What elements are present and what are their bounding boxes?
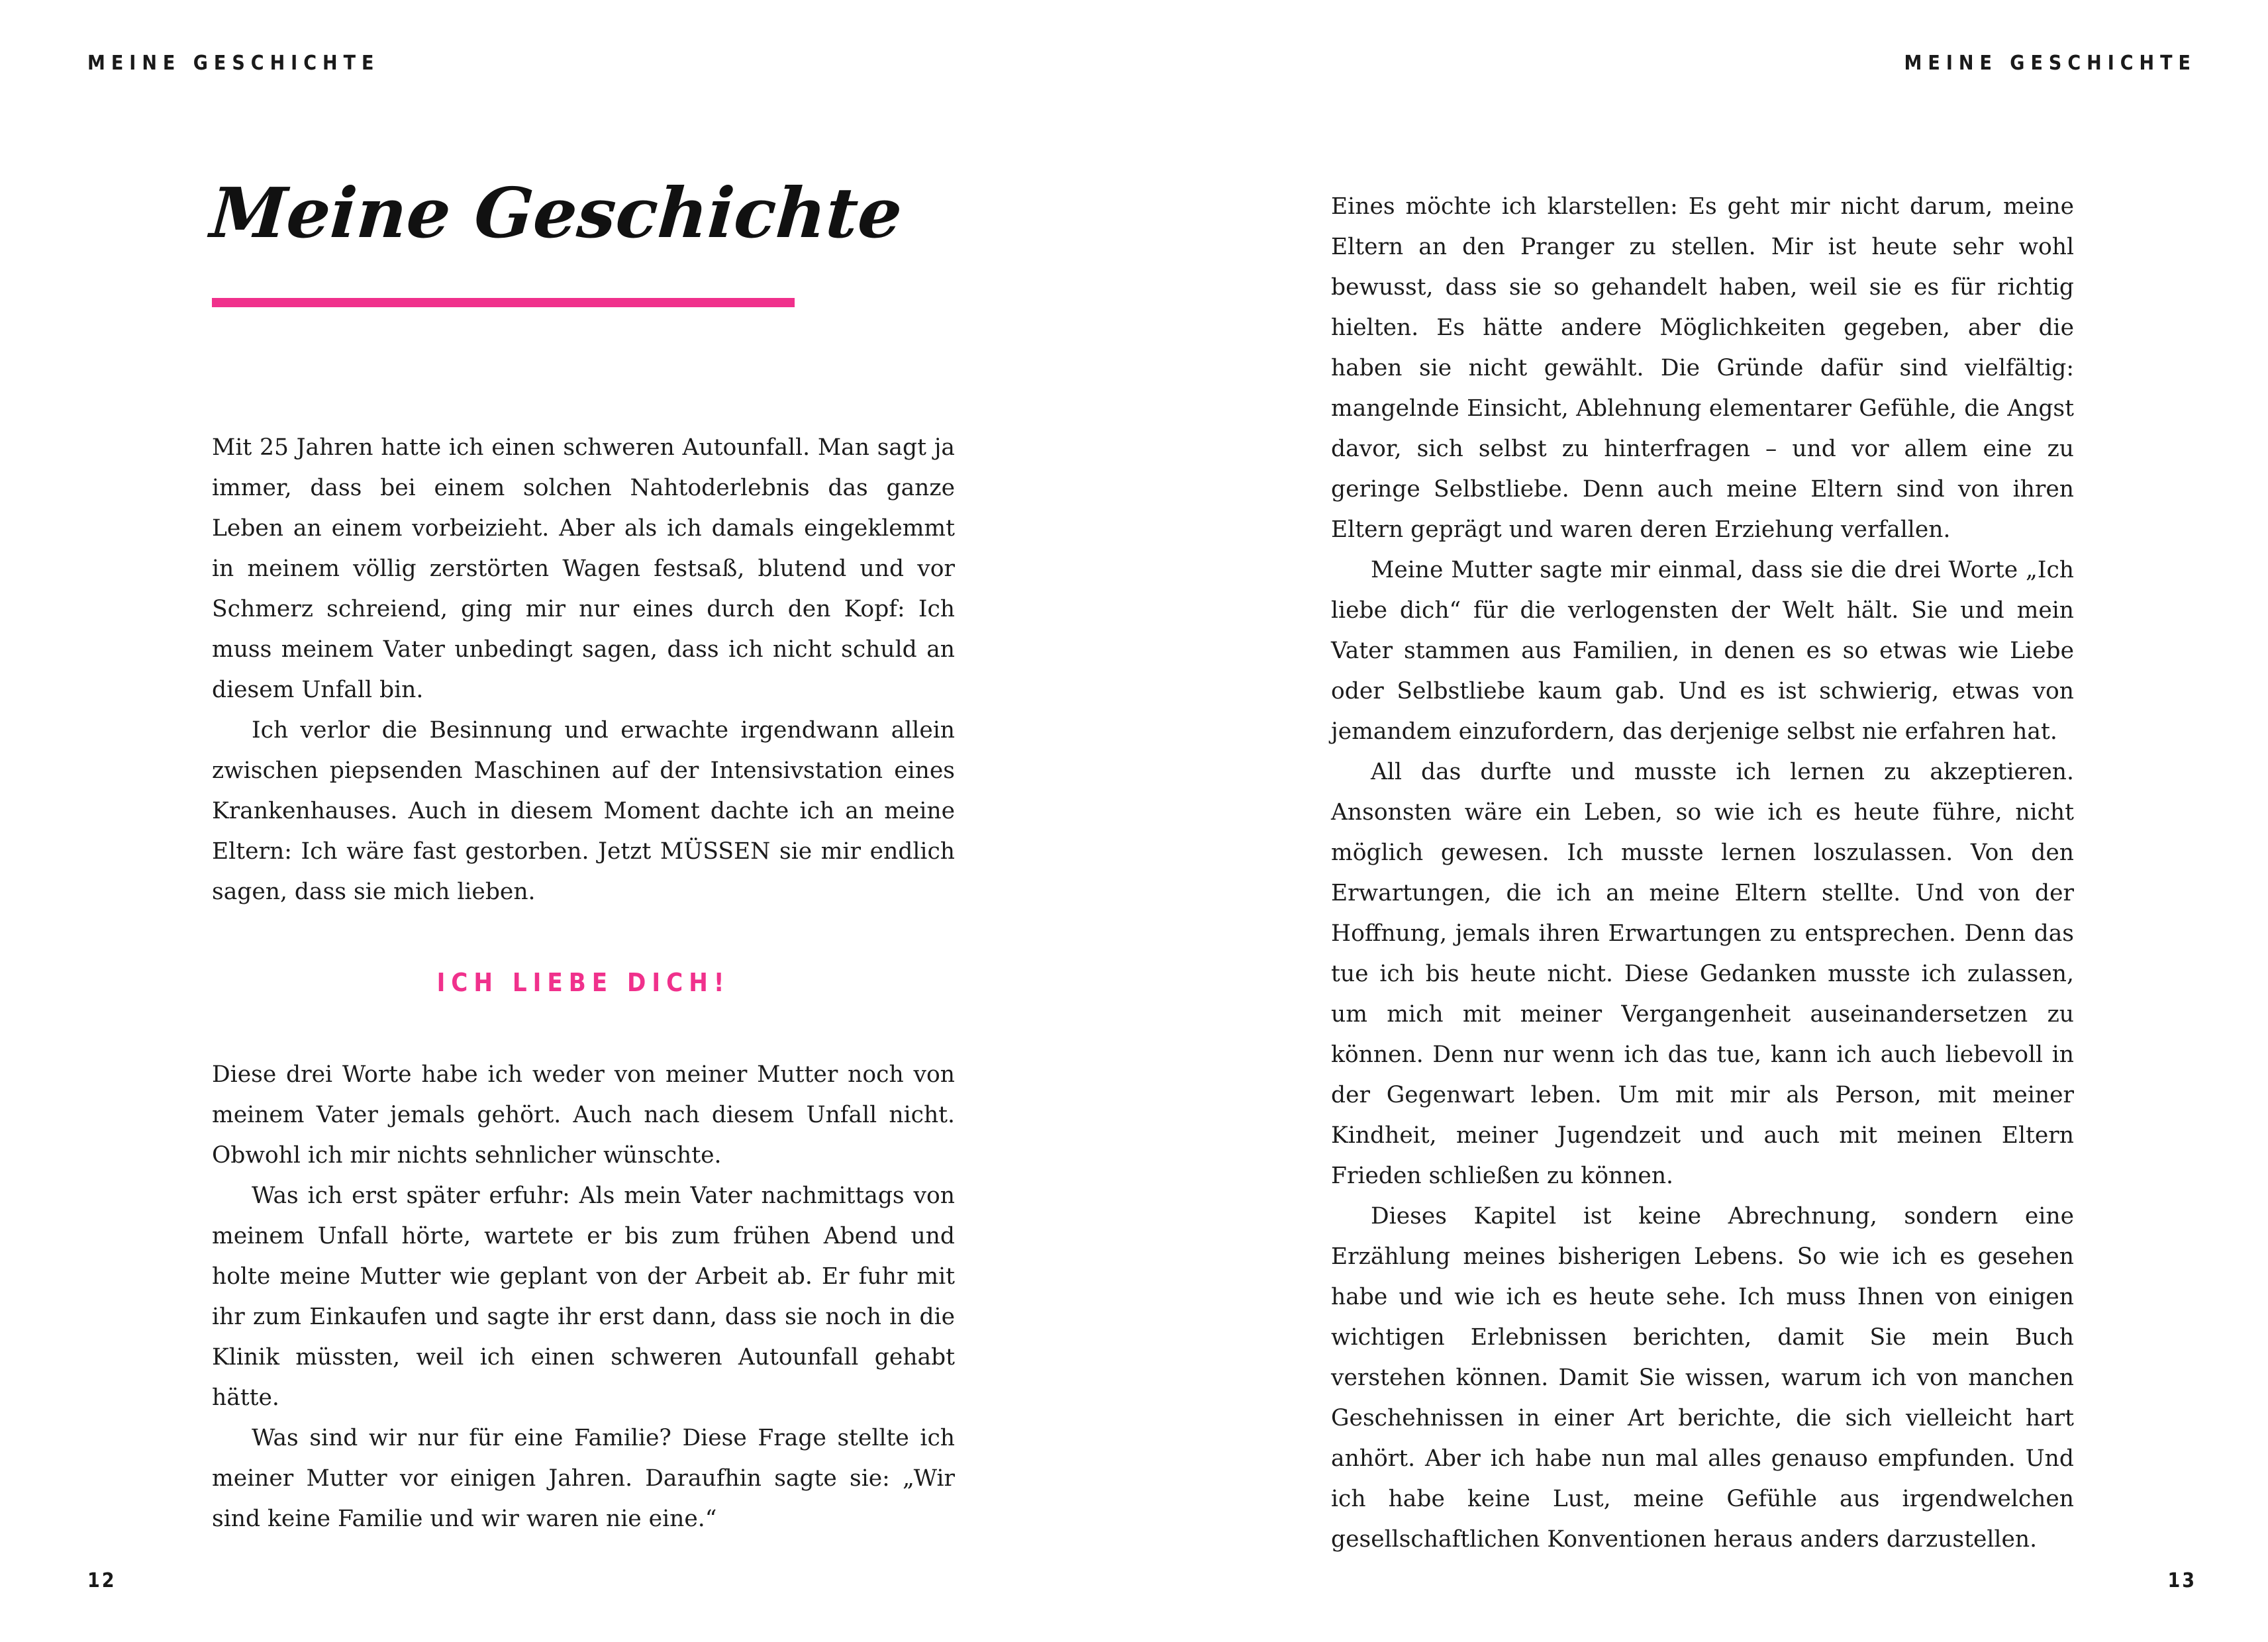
- paragraph: All das durfte und musste ich lernen zu akzeptieren. Ansonsten wäre ein Leben, so wie ich es heute führe, nicht möglich gewesen. Ich musste lernen loszulassen. Von den Erwartungen, die ich an meine Eltern stellte. Und von der Hoffnung, jemals ihren Erwartungen zu entsprechen. Denn das tue ich bis heute nicht. Diese Gedanken musste ich zulassen, um mich mit meiner Vergangenheit auseinandersetzen zu können. Denn nur wenn ich das tue, kann ich auch liebevoll in der Gegenwart leben. Um mit mir als Person, mit meiner Kindheit, meiner Jugendzeit und auch mit meinen Eltern Frieden schließen zu können.: [1331, 759, 2074, 1189]
- running-head-left: MEINE GESCHICHTE: [87, 52, 380, 75]
- paragraph: Dieses Kapitel ist keine Abrechnung, sondern eine Erzählung meines bisherigen Lebens. So wie ich es gesehen habe und wie ich es heute sehe. Ich muss Ihnen von einigen wichtigen Erlebnissen berichten, damit Sie mein Buch verstehen können. Damit Sie wissen, warum ich von manchen Geschehnissen in einer Art berichte, die sich vielleicht hart anhört. Aber ich habe nun mal alles genauso empfunden. Und ich habe keine Lust, meine Gefühle aus irgendwelchen gesellschaftlichen Konventionen heraus anders darzustellen.: [1331, 1203, 2074, 1553]
- paragraph: Meine Mutter sagte mir einmal, dass sie die drei Worte „Ich liebe dich“ für die verlogensten der Welt hält. Sie und mein Vater stammen aus Familien, in denen es so etwas wie Liebe oder Selbstliebe kaum gab. Und es ist schwierig, etwas von jemandem einzufordern, das derjenige selbst nie erfahren hat.: [1331, 557, 2074, 745]
- paragraph: Ich verlor die Besinnung und erwachte irgendwann allein zwischen piepsenden Maschinen auf der Intensivstation eines Krankenhauses. Auch in diesem Moment dachte ich an meine Eltern: Ich wäre fast gestorben. Jetzt MÜSSEN sie mir endlich sagen, dass sie mich lieben.: [212, 717, 955, 905]
- chapter-title: Meine Geschichte: [207, 172, 905, 254]
- right-page-text: [1331, 187, 2074, 1560]
- paragraph: Was ich erst später erfuhr: Als mein Vater nachmittags von meinem Unfall hörte, wartete er bis zum frühen Abend und holte meine Mutter wie geplant von der Arbeit ab. Er fuhr mit ihr zum Einkaufen und sagte ihr erst dann, dass sie noch in die Klinik müssten, weil ich einen schweren Autounfall gehabt hätte.: [212, 1183, 955, 1411]
- paragraph: Eines möchte ich klarstellen: Es geht mir nicht darum, meine Eltern an den Pranger zu stellen. Mir ist heute sehr wohl bewusst, dass sie so gehandelt haben, weil sie es für richtig hielten. Es hätte andere Möglichkeiten gegeben, aber die haben sie nicht gewählt. Die Gründe dafür sind vielfältig: mangelnde Einsicht, Ablehnung elementarer Gefühle, die Angst davor, sich selbst zu hinterfragen – und vor allem eine zu geringe Selbstliebe. Denn auch meine Eltern sind von ihren Eltern geprägt und waren deren Erziehung verfallen.: [1331, 193, 2074, 543]
- running-head-right: MEINE GESCHICHTE: [1904, 52, 2196, 75]
- page-number-left: 12: [87, 1569, 117, 1592]
- page-number-right: 13: [2167, 1569, 2196, 1592]
- section-subheading: ICH LIEBE DICH!: [436, 968, 730, 997]
- left-page-text: [212, 428, 955, 1539]
- title-underline-bar: [212, 298, 795, 307]
- paragraph: Was sind wir nur für eine Familie? Diese Frage stellte ich meiner Mutter vor einigen Jahren. Daraufhin sagte sie: „Wir sind keine Familie und wir waren nie eine.“: [212, 1425, 955, 1532]
- paragraph: Mit 25 Jahren hatte ich einen schweren Autounfall. Man sagt ja immer, dass bei einem solchen Nahtoderlebnis das ganze Leben an einem vorbeizieht. Aber als ich damals eingeklemmt in meinem völlig zerstörten Wagen festsaß, blutend und vor Schmerz schreiend, ging mir nur eines durch den Kopf: Ich muss meinem Vater unbedingt sagen, dass ich nicht schuld an diesem Unfall bin.: [212, 434, 955, 703]
- paragraph: Diese drei Worte habe ich weder von meiner Mutter noch von meinem Vater jemals gehört. Auch nach diesem Unfall nicht. Obwohl ich mir nichts sehnlicher wünschte.: [212, 1061, 955, 1169]
